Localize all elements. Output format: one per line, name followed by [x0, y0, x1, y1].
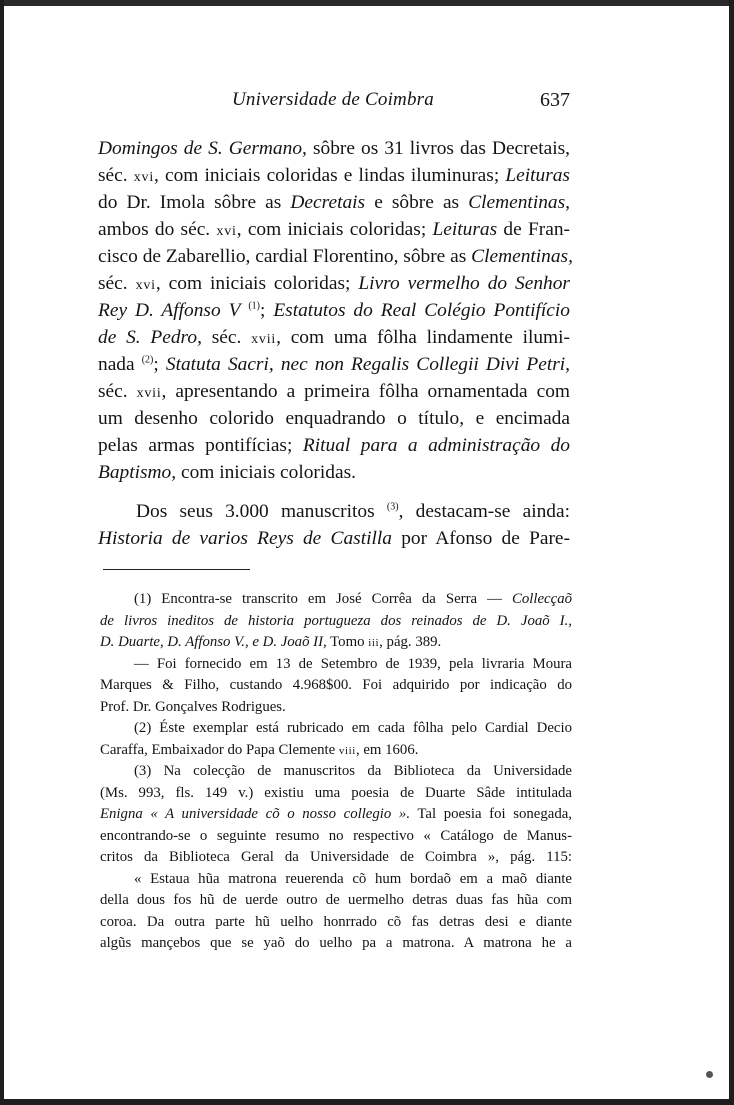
- text-line: séc. xvii, apresentando a primeira fôlha ornamentada com: [98, 381, 570, 402]
- footnote-line: encontrando-se o seguinte resumo no respectivo « Catálogo de Manus-: [100, 827, 572, 844]
- paragraph-1: [98, 135, 573, 486]
- text-line: cisco de Zabarellio, cardial Florentino, sôbre as Clementinas,: [98, 246, 573, 267]
- scan-border-bottom: [0, 1099, 734, 1105]
- text-line: Domingos de S. Germano, sôbre os 31 livros das Decretais,: [98, 138, 570, 159]
- footnote-line: « Estaua hũa matrona reuerenda cõ hum bordaõ em a maõ diante: [134, 870, 572, 887]
- text-line: Rey D. Affonso V $^{(1)}$; Estatutos do Real Colégio Pontifício: [98, 300, 570, 321]
- scan-speck: [706, 1071, 713, 1078]
- text-line: Baptismo, com iniciais coloridas.: [98, 462, 356, 483]
- text-line: Historia de varios Reys de Castilla por Afonso de Pare-: [98, 528, 570, 549]
- footnote-line: (3) Na colecção de manuscritos da Biblioteca da Universidade: [134, 763, 572, 779]
- footnotes: [100, 589, 572, 955]
- running-header-title: Universidade de Coimbra: [232, 89, 434, 110]
- footnote-line: Caraffa, Embaixador do Papa Clemente viii, em 1606.: [100, 741, 419, 758]
- footnote-line: — Foi fornecido em 13 de Setembro de 1939, pela livraria Moura: [134, 655, 572, 672]
- footnote-line: algũs mançebos que se yaõ do uelho pa a matrona. A matrona he a: [100, 935, 572, 951]
- footnote-line: critos da Biblioteca Geral da Universidade de Coimbra », pág. 115:: [100, 849, 572, 865]
- footnote-line: D. Duarte, D. Affonso V., e D. Joaõ II, Tomo iii, pág. 389.: [100, 634, 442, 650]
- text-line: séc. xvi, com iniciais coloridas e lindas iluminuras; Leituras: [98, 165, 570, 186]
- footnote-line: de livros ineditos de historia portugueza dos reinados de D. Joaõ I.,: [100, 612, 572, 629]
- text-line: nada $^{(2)}$; Statuta Sacri, nec non Regalis Collegii Divi Petri,: [98, 354, 570, 375]
- footnote-separator: [103, 569, 250, 570]
- footnote-line: Prof. Dr. Gonçalves Rodrigues.: [100, 698, 286, 715]
- footnote-line: della dous fos hũ de uerde outro de uermelho detras duas fas hũa com: [100, 892, 572, 908]
- footnote-line: Enigna « A universidade cõ o nosso collegio ». Tal poesia foi sonegada,: [100, 806, 572, 822]
- page-number: 637: [540, 89, 570, 111]
- scan-border-right: [729, 0, 734, 1105]
- paragraph-2: [98, 498, 570, 552]
- text-line: um desenho colorido enquadrando o título, e encimada: [98, 408, 570, 429]
- text-line: ambos do séc. xvi, com iniciais coloridas; Leituras de Fran-: [98, 219, 570, 240]
- scan-border-top: [0, 0, 734, 6]
- scan-border-left: [0, 0, 4, 1105]
- footnote-line: (Ms. 993, fls. 149 v.) existiu uma poesia de Duarte Sâde intitulada: [100, 784, 572, 801]
- text-line: séc. xvi, com iniciais coloridas; Livro vermelho do Senhor: [98, 273, 570, 294]
- text-line: do Dr. Imola sôbre as Decretais e sôbre as Clementinas,: [98, 192, 570, 213]
- text-line: pelas armas pontifícias; Ritual para a administração do: [98, 435, 570, 456]
- footnote-line: (2) Éste exemplar está rubricado em cada fôlha pelo Cardial Decio: [134, 720, 572, 736]
- footnote-line: coroa. Da outra parte hũ uelho honrrado cõ fas detras desi e diante: [100, 913, 572, 930]
- footnote-line: Marques & Filho, custando 4.968$00. Foi adquirido por indicação do: [100, 677, 572, 693]
- footnote-line: (1) Encontra-se transcrito em José Corrêa da Serra — Collecçaõ: [134, 591, 572, 607]
- text-line: de S. Pedro, séc. xvii, com uma fôlha lindamente ilumi-: [98, 327, 570, 348]
- text-line: Dos seus 3.000 manuscritos $^{(3)}$, destacam-se ainda:: [136, 501, 570, 522]
